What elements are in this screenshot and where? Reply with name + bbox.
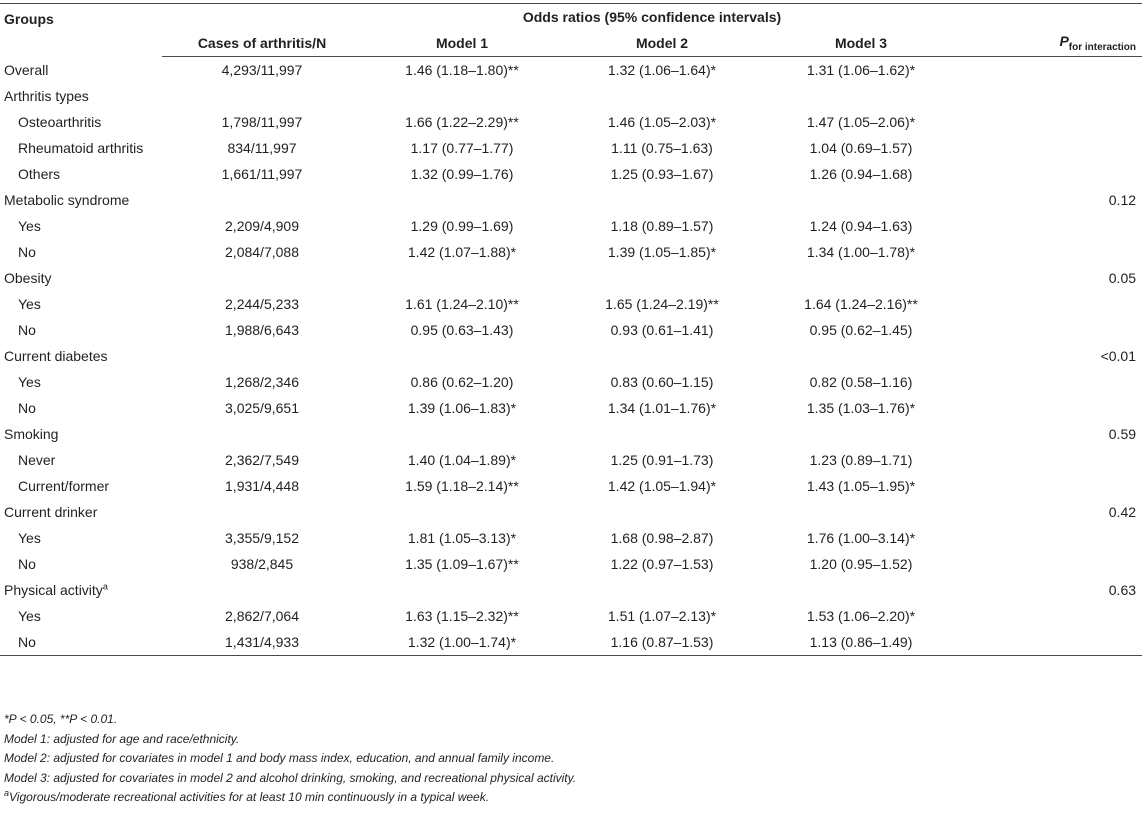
- group-label-cell: [0, 239, 162, 265]
- table-row: [0, 577, 1142, 603]
- p-interaction-header: $P_{for interaction}$: [960, 30, 1142, 57]
- p-interaction-cell: [960, 109, 1142, 135]
- group-label: No: [18, 634, 36, 650]
- model3-cell: 1.76 (1.00–3.14)*: [806, 530, 916, 546]
- model1-cell: 1.63 (1.15–2.32)**: [405, 608, 519, 624]
- p-interaction-cell: <0.01: [1100, 348, 1137, 364]
- model3-cell: 1.34 (1.00–1.78)*: [806, 244, 916, 260]
- model3-cell: 0.82 (0.58–1.16): [809, 374, 913, 390]
- group-label: Obesity: [4, 270, 52, 286]
- cases-cell: 1,661/11,997: [221, 166, 303, 182]
- table-row: [0, 83, 1142, 109]
- cases-cell: 1,268/2,346: [225, 374, 299, 390]
- model2-cell: 1.18 (0.89–1.57): [610, 218, 714, 234]
- model1-cell: 1.81 (1.05–3.13)*: [407, 530, 517, 546]
- p-interaction-cell: 0.05: [1108, 270, 1137, 286]
- group-label: No: [18, 400, 36, 416]
- cases-cell: [162, 343, 362, 369]
- group-label: Yes: [18, 608, 41, 624]
- group-label: Others: [18, 166, 61, 182]
- p-interaction-cell: [960, 135, 1142, 161]
- model3-cell: [762, 499, 960, 525]
- cases-cell: 1,988/6,643: [225, 322, 299, 338]
- table-row: [0, 187, 1142, 213]
- header-row-1: [0, 4, 1142, 31]
- group-label: Smoking: [4, 426, 59, 442]
- cases-cell: 2,209/4,909: [225, 218, 299, 234]
- model1-cell: 1.46 (1.18–1.80)**: [405, 62, 519, 78]
- model1-cell: 1.61 (1.24–2.10)**: [405, 296, 519, 312]
- model2-cell: 1.65 (1.24–2.19)**: [605, 296, 719, 312]
- cases-cell: 1,798/11,997: [221, 114, 303, 130]
- group-label: Rheumatoid arthritis: [18, 140, 144, 156]
- table-row: [0, 135, 1142, 161]
- cases-header: Cases of arthritis/N: [162, 30, 362, 57]
- model2-cell: 1.51 (1.07–2.13)*: [607, 608, 717, 624]
- p-interaction-cell: [960, 369, 1142, 395]
- model3-cell: 1.23 (0.89–1.71): [809, 452, 913, 468]
- model3-cell: 1.24 (0.94–1.63): [809, 218, 913, 234]
- p-interaction-cell: [960, 291, 1142, 317]
- cases-cell: 3,025/9,651: [225, 400, 299, 416]
- model2-cell: 1.68 (0.98–2.87): [610, 530, 714, 546]
- p-interaction-cell: [960, 83, 1142, 109]
- model2-cell: 1.32 (1.06–1.64)*: [607, 62, 717, 78]
- model3-cell: [762, 421, 960, 447]
- model1-cell: [362, 83, 562, 109]
- model2-cell: [562, 265, 762, 291]
- header-row-2: [0, 30, 1142, 57]
- group-label-cell: [0, 265, 162, 291]
- model2-cell: [562, 83, 762, 109]
- table-row: [0, 291, 1142, 317]
- model3-cell: 1.53 (1.06–2.20)*: [806, 608, 916, 624]
- p-interaction-cell: [960, 57, 1142, 84]
- cases-cell: [162, 499, 362, 525]
- cases-cell: [162, 187, 362, 213]
- model2-cell: 1.46 (1.05–2.03)*: [607, 114, 717, 130]
- table-row: [0, 473, 1142, 499]
- model3-cell: 1.47 (1.05–2.06)*: [806, 114, 916, 130]
- cases-cell: 2,244/5,233: [225, 296, 299, 312]
- group-label: No: [18, 556, 36, 572]
- group-label: No: [18, 322, 36, 338]
- model3-cell: 1.13 (0.86–1.49): [762, 629, 960, 656]
- model2-cell: [562, 343, 762, 369]
- model2-cell: [562, 577, 762, 603]
- p-interaction-cell: 0.63: [1108, 582, 1137, 598]
- model3-cell: 1.31 (1.06–1.62)*: [806, 62, 916, 78]
- group-label-cell: [0, 603, 162, 629]
- group-label: Arthritis types: [4, 88, 89, 104]
- model2-cell: 1.39 (1.05–1.85)*: [607, 244, 717, 260]
- model3-cell: 1.43 (1.05–1.95)*: [806, 478, 916, 494]
- model1-cell: [362, 265, 562, 291]
- cases-cell: 1,431/4,933: [162, 629, 362, 656]
- group-label-cell: [0, 551, 162, 577]
- model1-cell: 1.66 (1.22–2.29)**: [405, 114, 519, 130]
- model2-cell: 0.93 (0.61–1.41): [610, 322, 714, 338]
- group-label: Overall: [4, 61, 49, 78]
- cases-cell: 2,084/7,088: [225, 244, 299, 260]
- group-label-cell: [0, 343, 162, 369]
- odds-ratio-table: [0, 3, 1142, 656]
- p-interaction-cell: 0.42: [1108, 504, 1137, 520]
- group-label: Yes: [18, 374, 41, 390]
- table-row: [0, 239, 1142, 265]
- table-row: [0, 525, 1142, 551]
- model2-cell: 1.16 (0.87–1.53): [562, 629, 762, 656]
- model2-cell: [562, 421, 762, 447]
- model2-note: Model 2: adjusted for covariates in model 1 and body mass index, education, and annual family income.: [4, 751, 555, 765]
- model1-cell: [362, 187, 562, 213]
- model1-cell: 1.42 (1.07–1.88)*: [407, 244, 517, 260]
- p-interaction-cell: [960, 629, 1142, 656]
- model1-cell: 1.17 (0.77–1.77): [410, 140, 514, 156]
- table-row: [0, 161, 1142, 187]
- group-label: Metabolic syndrome: [4, 192, 130, 208]
- group-label-cell: [0, 57, 162, 84]
- model3-cell: [762, 343, 960, 369]
- cases-cell: [162, 577, 362, 603]
- model3-header: Model 3: [762, 30, 960, 57]
- cases-cell: [162, 421, 362, 447]
- table-notes: [4, 710, 1134, 808]
- table-row: [0, 551, 1142, 577]
- group-label-cell: [0, 421, 162, 447]
- model3-note: Model 3: adjusted for covariates in model 2 and alcohol drinking, smoking, and recreational physical activity.: [4, 770, 577, 785]
- model1-cell: [362, 577, 562, 603]
- p-interaction-cell: [960, 213, 1142, 239]
- table-row: [0, 603, 1142, 629]
- p-interaction-cell: [960, 473, 1142, 499]
- odds-ratio-header: Odds ratios (95% confidence intervals): [162, 4, 1142, 31]
- group-label: Yes: [18, 218, 41, 234]
- cases-cell: 4,293/11,997: [221, 62, 303, 78]
- model1-cell: 1.29 (0.99–1.69): [410, 218, 514, 234]
- group-label: Physical activity: [4, 582, 103, 598]
- model3-cell: 1.35 (1.03–1.76)*: [806, 400, 916, 416]
- model1-cell: 1.35 (1.09–1.67)**: [405, 556, 519, 572]
- table-row: [0, 317, 1142, 343]
- p-interaction-cell: [960, 525, 1142, 551]
- group-label: No: [18, 244, 36, 260]
- model1-cell: [362, 343, 562, 369]
- table-row: [0, 395, 1142, 421]
- model2-cell: 1.25 (0.93–1.67): [610, 166, 714, 182]
- group-label-cell: [0, 161, 162, 187]
- model3-cell: [762, 265, 960, 291]
- group-label-cell: [0, 291, 162, 317]
- cases-cell: 938/2,845: [230, 556, 294, 572]
- group-label: Yes: [18, 530, 41, 546]
- group-label-cell: [0, 187, 162, 213]
- table-row: [0, 109, 1142, 135]
- model3-cell: 1.20 (0.95–1.52): [809, 556, 913, 572]
- model3-cell: 1.26 (0.94–1.68): [809, 166, 913, 182]
- p-interaction-cell: [960, 239, 1142, 265]
- group-label-cell: [0, 395, 162, 421]
- table-row: [0, 369, 1142, 395]
- table-row: [0, 447, 1142, 473]
- model2-cell: [562, 187, 762, 213]
- model3-cell: [762, 187, 960, 213]
- table-row: [0, 213, 1142, 239]
- cases-cell: [162, 265, 362, 291]
- group-label: Current drinker: [4, 504, 98, 520]
- cases-cell: 834/11,997: [227, 140, 297, 156]
- model1-cell: [362, 421, 562, 447]
- footnote-marker: a: [102, 581, 108, 592]
- table-body: [0, 57, 1142, 656]
- model1-header: Model 1: [362, 30, 562, 57]
- model2-cell: 1.42 (1.05–1.94)*: [607, 478, 717, 494]
- groups-header: Groups: [0, 4, 162, 57]
- model2-header: Model 2: [562, 30, 762, 57]
- cases-cell: 2,862/7,064: [225, 608, 299, 624]
- group-label: Current/former: [18, 478, 110, 494]
- model2-cell: 1.11 (0.75–1.63): [611, 140, 713, 156]
- group-label-cell: [0, 577, 162, 603]
- cases-cell: [162, 83, 362, 109]
- table-row: [0, 421, 1142, 447]
- group-label-cell: [0, 317, 162, 343]
- p-interaction-cell: [960, 551, 1142, 577]
- p-interaction-cell: [960, 603, 1142, 629]
- group-label-cell: [0, 473, 162, 499]
- group-label: Current diabetes: [4, 348, 108, 364]
- cases-cell: 1,931/4,448: [225, 478, 299, 494]
- model1-cell: [362, 499, 562, 525]
- cases-cell: 3,355/9,152: [225, 530, 299, 546]
- footnote-a: $^a$Vigorous/moderate recreational activities for at least 10 min continuously in a typical week.: [4, 788, 490, 804]
- model2-cell: 0.83 (0.60–1.15): [610, 374, 714, 390]
- model2-cell: [562, 499, 762, 525]
- cases-cell: 2,362/7,549: [225, 452, 299, 468]
- model2-cell: 1.22 (0.97–1.53): [610, 556, 714, 572]
- significance-note: *P < 0.05, **P < 0.01.: [4, 712, 118, 726]
- model3-cell: 1.64 (1.24–2.16)**: [804, 296, 918, 312]
- model1-cell: 1.59 (1.18–2.14)**: [405, 478, 519, 494]
- group-label-cell: [0, 109, 162, 135]
- model1-note: Model 1: adjusted for age and race/ethnicity.: [4, 731, 240, 746]
- model1-cell: 1.32 (0.99–1.76): [410, 166, 514, 182]
- model1-cell: 0.86 (0.62–1.20): [410, 374, 514, 390]
- table-row: [0, 499, 1142, 525]
- group-label: Osteoarthritis: [18, 114, 102, 130]
- group-label-cell: [0, 525, 162, 551]
- group-label-cell: [0, 369, 162, 395]
- table-row: [0, 265, 1142, 291]
- table-row: [0, 343, 1142, 369]
- p-interaction-cell: [960, 447, 1142, 473]
- group-label-cell: [0, 629, 162, 656]
- group-label: Yes: [18, 296, 41, 312]
- p-interaction-cell: [960, 395, 1142, 421]
- group-label-cell: [0, 499, 162, 525]
- group-label-cell: [0, 83, 162, 109]
- p-interaction-cell: 0.12: [1108, 192, 1137, 208]
- model2-cell: 1.25 (0.91–1.73): [610, 452, 714, 468]
- model3-cell: 0.95 (0.62–1.45): [809, 322, 913, 338]
- model1-cell: 0.95 (0.63–1.43): [410, 322, 514, 338]
- model1-cell: 1.39 (1.06–1.83)*: [407, 400, 517, 416]
- model3-cell: 1.04 (0.69–1.57): [809, 140, 913, 156]
- model1-cell: 1.40 (1.04–1.89)*: [407, 452, 517, 468]
- model3-cell: [762, 577, 960, 603]
- model3-cell: [762, 83, 960, 109]
- p-interaction-cell: [960, 317, 1142, 343]
- table-row: [0, 629, 1142, 656]
- model1-cell: 1.32 (1.00–1.74)*: [362, 629, 562, 656]
- p-interaction-cell: [960, 161, 1142, 187]
- group-label-cell: [0, 213, 162, 239]
- group-label-cell: [0, 135, 162, 161]
- p-interaction-cell: 0.59: [1108, 426, 1137, 442]
- group-label-cell: [0, 447, 162, 473]
- table-row: [0, 57, 1142, 84]
- group-label: Never: [18, 452, 56, 468]
- model2-cell: 1.34 (1.01–1.76)*: [607, 400, 717, 416]
